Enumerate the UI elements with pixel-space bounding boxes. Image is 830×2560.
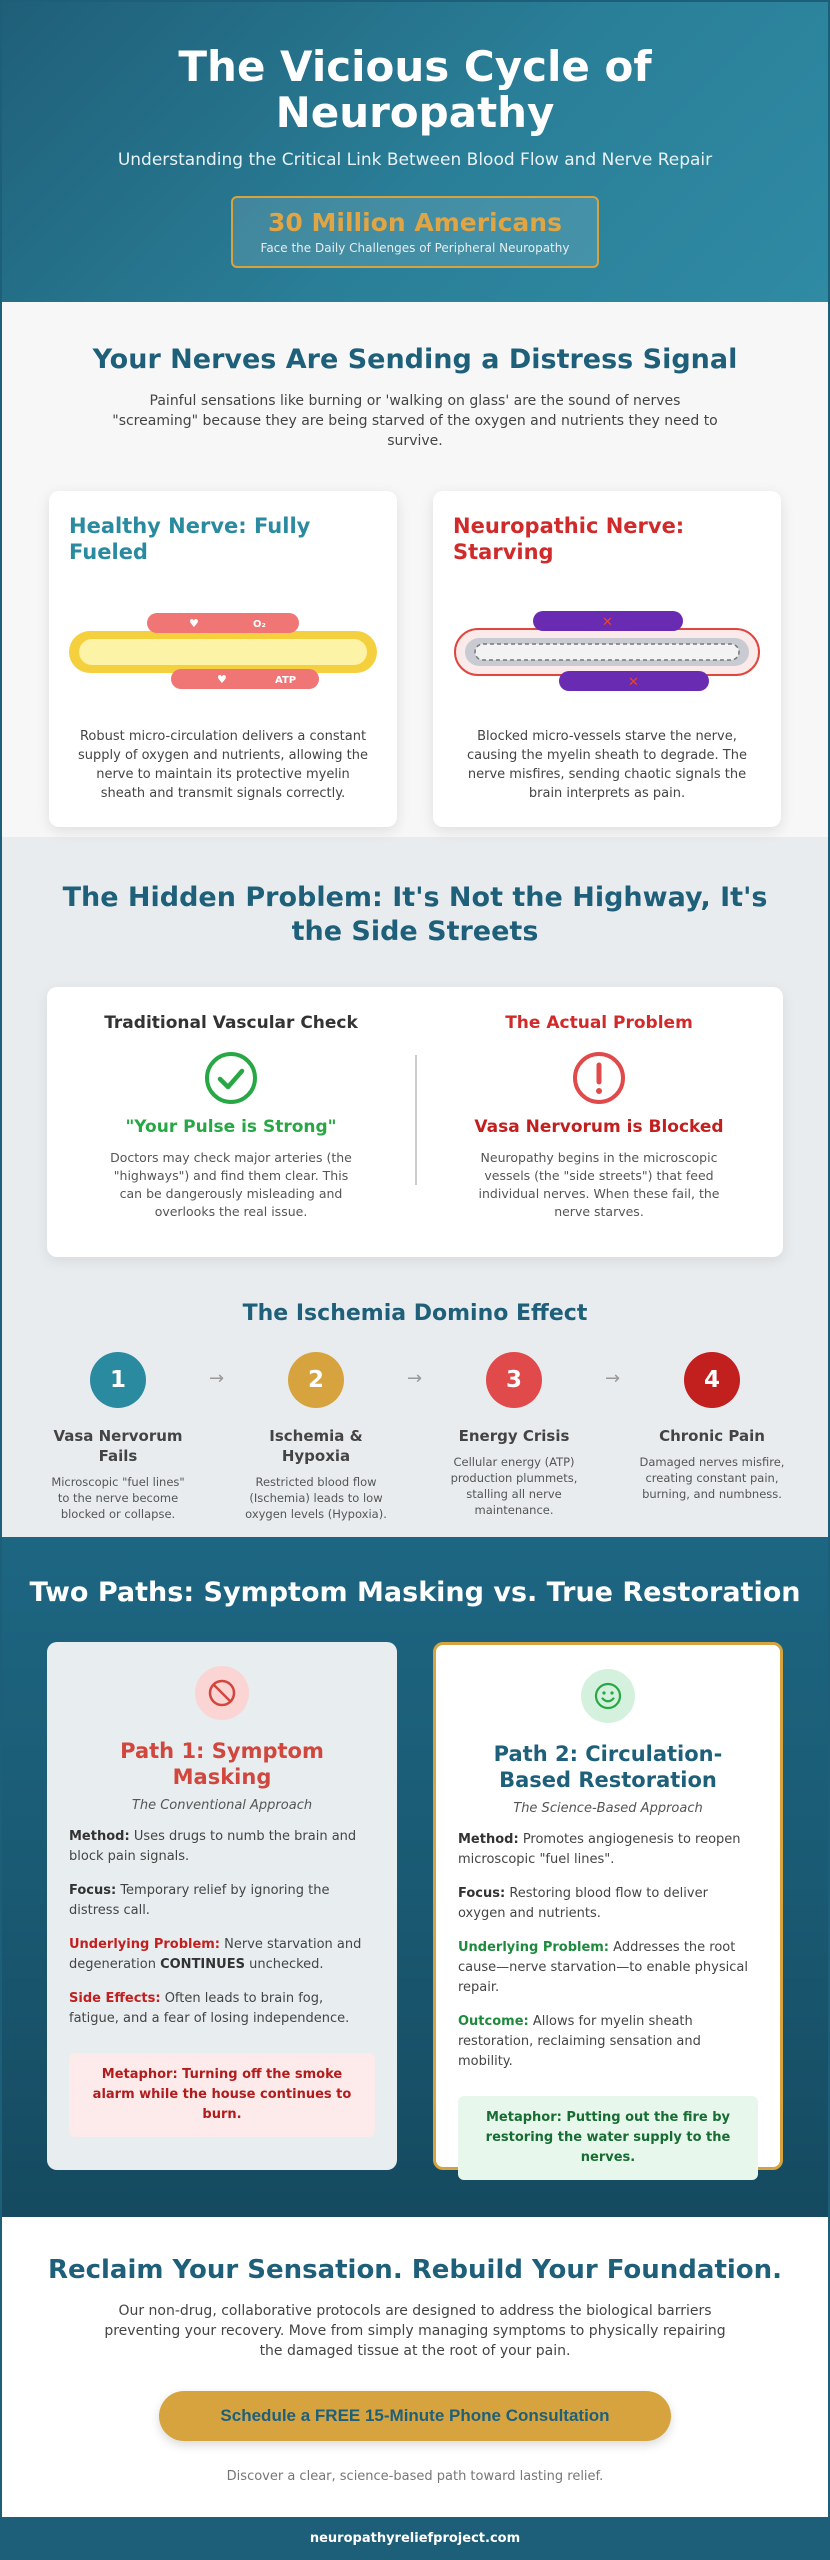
hidden-problem-section [2, 837, 828, 1537]
healthy-nerve-title: Healthy Nerve: Fully Fueled [69, 514, 311, 564]
traditional-check-text: Doctors may check major arteries (the "highways") and find them clear. This can be dangerously misleading and overlooks the real issue. [110, 1150, 352, 1219]
exclamation-circle-icon [572, 1051, 626, 1105]
stat-value: 30 Million Americans [268, 208, 562, 237]
cta-title: Reclaim Your Sensation. Rebuild Your Foundation. [47, 2255, 783, 2285]
oxygen-vessel [147, 613, 299, 633]
actual-problem-column [415, 987, 783, 1257]
prohibited-icon [195, 1666, 249, 1720]
domino-step [44, 1352, 192, 1522]
distress-description: Painful sensations like burning or 'walking on glass' are the sound of nerves "screaming" because they are being starved of the oxygen and nutrients they need to survive. [112, 393, 718, 449]
symptom-masking-card [47, 1642, 397, 2170]
step-text: Damaged nerves misfire, creating constant pain, burning, and numbness. [639, 1455, 785, 1501]
distress-section [2, 302, 828, 837]
symptom-masking-title: Path 1: Symptom Masking [120, 1739, 324, 1789]
paths-section [2, 1537, 828, 2217]
stat-box [231, 196, 599, 268]
restore-underlying-problem: Underlying Problem: Addresses the root cause—nerve starvation—to enable physical repair. [458, 1940, 748, 1995]
starving-nerve-title: Neuropathic Nerve: Starving [453, 514, 685, 564]
step-text: Cellular energy (ATP) production plummets, stalling all nerve maintenance. [450, 1455, 578, 1517]
healthy-nerve-card [49, 491, 397, 827]
schedule-consultation-button[interactable]: Schedule a FREE 15-Minute Phone Consultation [159, 2391, 671, 2441]
hidden-problem-title: The Hidden Problem: It's Not the Highway, It's the Side Streets [62, 882, 768, 947]
domino-step [440, 1352, 588, 1522]
restore-focus: Focus: Restoring blood flow to deliver oxygen and nutrients. [458, 1886, 708, 1921]
mask-side-effects: Side Effects: Often leads to brain fog, fatigue, and a fear of losing independence. [69, 1991, 350, 2026]
traditional-check-heading: Traditional Vascular Check [104, 1013, 358, 1033]
healthy-nerve-illustration [69, 603, 377, 693]
starving-nerve-text: Blocked micro-vessels starve the nerve, causing the myelin sheath to degrade. The nerve misfires, sending chaotic signals the brain interprets as pain. [467, 729, 747, 801]
step-number: 4 [684, 1352, 740, 1408]
step-number: 3 [486, 1352, 542, 1408]
blocked-x-icon: ✕ [602, 615, 613, 630]
stat-caption: Face the Daily Challenges of Peripheral Neuropathy [260, 241, 570, 255]
cta-description: Our non-drug, collaborative protocols are designed to address the biological barriers preventing your recovery. Move from simply managing symptoms to physically repairing the damaged tissue at the root of your pain. [104, 2303, 726, 2359]
path-cards [2, 1642, 828, 2170]
step-title: Ischemia & Hypoxia [269, 1427, 363, 1465]
cta-note: Discover a clear, science-based path toward lasting relief. [226, 2469, 604, 2484]
step-text: Restricted blood flow (Ischemia) leads to low oxygen levels (Hypoxia). [245, 1475, 387, 1521]
arrow-right-icon: → [209, 1368, 225, 1389]
step-title: Energy Crisis [458, 1427, 570, 1445]
arrow-right-icon: → [407, 1368, 423, 1389]
restore-outcome: Outcome: Allows for myelin sheath restoration, reclaiming sensation and mobility. [458, 2014, 701, 2069]
paths-title: Two Paths: Symptom Masking vs. True Restoration [29, 1577, 801, 1608]
heart-icon: ♥ [217, 673, 227, 686]
cta-section [2, 2217, 828, 2517]
smile-icon [581, 1669, 635, 1723]
domino-step [638, 1352, 786, 1522]
hero-section [2, 2, 828, 302]
footer [2, 2517, 828, 2560]
comparison-card [47, 987, 783, 1257]
footer-site-link[interactable]: neuropathyreliefproject.com [309, 2531, 521, 2546]
comparison-divider [415, 1055, 417, 1185]
domino-step [242, 1352, 390, 1522]
starving-nerve-illustration [453, 603, 761, 693]
actual-problem-heading: The Actual Problem [505, 1013, 693, 1033]
healthy-nerve-text: Robust micro-circulation delivers a constant supply of oxygen and nutrients, allowing the nerve to maintain its protective myelin sheath and transmit signals correctly. [77, 729, 369, 801]
mask-focus: Focus: Temporary relief by ignoring the distress call. [69, 1883, 330, 1918]
domino-effect-title: The Ischemia Domino Effect [242, 1301, 588, 1326]
check-circle-icon [204, 1051, 258, 1105]
oxygen-label: O₂ [253, 619, 266, 630]
pulse-strong-result: "Your Pulse is Strong" [125, 1117, 337, 1137]
step-title: Vasa Nervorum Fails [53, 1427, 183, 1465]
starving-nerve-card [433, 491, 781, 827]
nerve-cards [2, 491, 828, 827]
science-approach-label: The Science-Based Approach [513, 1801, 703, 1816]
distress-title: Your Nerves Are Sending a Distress Signal [92, 344, 738, 375]
page-title: The Vicious Cycle of Neuropathy [178, 42, 652, 137]
atp-label: ATP [275, 675, 297, 686]
restore-metaphor: Metaphor: Putting out the fire by restoring the water supply to the nerves. [458, 2096, 758, 2180]
blocked-x-icon: ✕ [628, 675, 639, 690]
mask-underlying-problem: Underlying Problem: Nerve starvation and degeneration CONTINUES unchecked. [69, 1937, 362, 1972]
vasa-blocked-result: Vasa Nervorum is Blocked [474, 1117, 724, 1137]
step-title: Chronic Pain [659, 1427, 765, 1445]
domino-steps [2, 1352, 828, 1522]
atp-vessel [171, 669, 319, 689]
traditional-check-column [47, 987, 415, 1257]
mask-method: Method: Uses drugs to numb the brain and block pain signals. [69, 1829, 357, 1864]
step-number: 1 [90, 1352, 146, 1408]
restoration-title: Path 2: Circulation-Based Restoration [493, 1742, 723, 1792]
step-text: Microscopic "fuel lines" to the nerve become blocked or collapse. [51, 1475, 185, 1521]
actual-problem-text: Neuropathy begins in the microscopic vessels (the "side streets") that feed individual nerves. When these fail, the nerve starves. [478, 1150, 720, 1219]
step-number: 2 [288, 1352, 344, 1408]
conventional-approach-label: The Conventional Approach [131, 1798, 313, 1813]
restore-method: Method: Promotes angiogenesis to reopen microscopic "fuel lines". [458, 1832, 741, 1867]
page-subtitle: Understanding the Critical Link Between Blood Flow and Nerve Repair [117, 150, 713, 170]
mask-metaphor: Metaphor: Turning off the smoke alarm while the house continues to burn. [69, 2053, 375, 2137]
heart-icon: ♥ [189, 617, 199, 630]
arrow-right-icon: → [605, 1368, 621, 1389]
restoration-card [433, 1642, 783, 2170]
